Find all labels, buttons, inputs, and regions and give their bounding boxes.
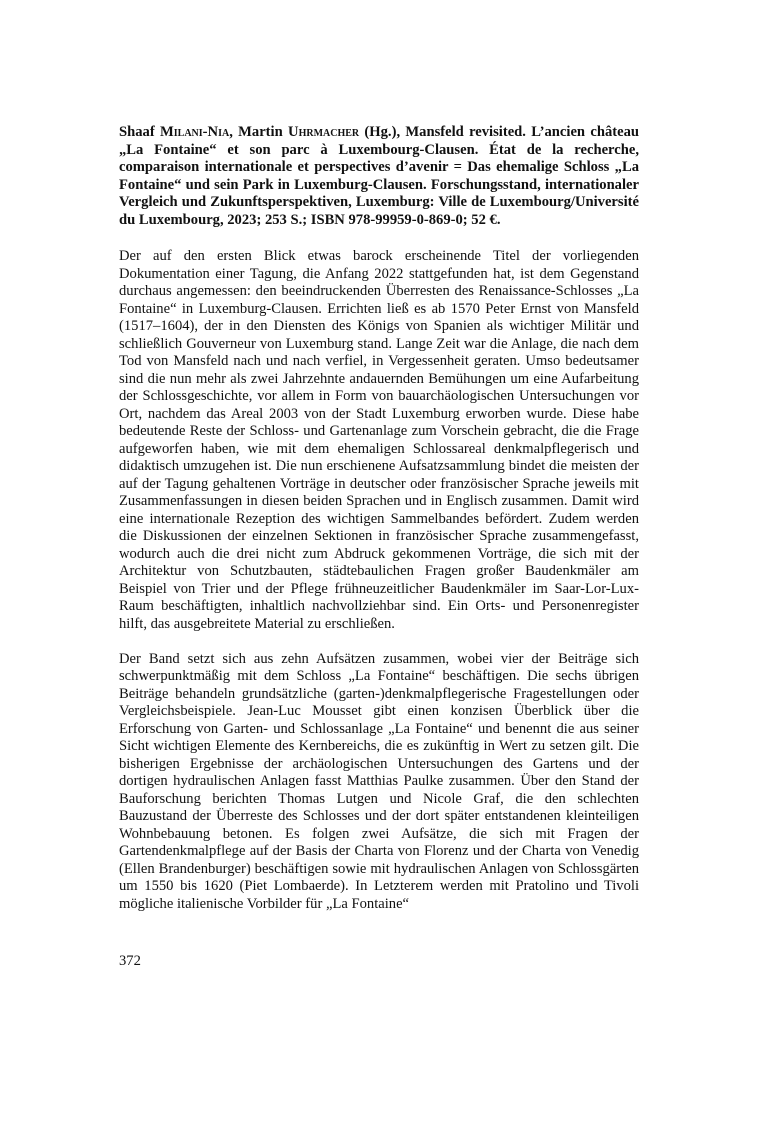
- book-citation: [119, 124, 639, 229]
- body-paragraph-2: Der Band setzt sich aus zehn Aufsätzen zusammen, wobei vier der Beiträge sich schwerpunktmäßig mit dem Schloss „La Fontaine“ beschäftigen. Die sechs übrigen Beiträge behandeln grundsätzliche (garten-)denkmalpflegerische Fragestellungen oder Vergleichsbeispiele. Jean-Luc Mousset gibt einen konzisen Überblick über die Erforschung von Garten- und Schlossanlage „La Fontaine“ und benennt die aus seiner Sicht wichtigen Elemente des Kernbereichs, die es zukünftig in Wert zu setzen gilt. Die bisherigen Ergebnisse der archäologischen Untersuchungen des Gartens und der dortigen hydraulischen Anlagen fasst Matthias Paulke zusammen. Über den Stand der Bauforschung berichten Thomas Lutgen und Nicole Graf, die den schlechten Bauzustand der Überreste des Schlosses und der dort später entstandenen kleinteiligen Wohnbebauung betonen. Es folgen zwei Aufsätze, die sich mit Fragen der Gartendenkmalpflege auf der Basis der Charta von Florenz und der Charta von Venedig (Ellen Brandenburger) beschäftigen sowie mit hydraulischen Anlagen von Schlossgärten um 1550 bis 1620 (Piet Lombaerde). In Letzterem werden mit Pratolino und Tivoli mögliche italienische Vorbilder für „La Fontaine“: [119, 650, 639, 912]
- author1-first-name: Shaaf: [119, 124, 160, 140]
- review-page: [119, 124, 639, 931]
- book-title-and-details: (Hg.), Mansfeld revisited. L’ancien château „La Fontaine“ et son parc à Luxembourg-Clausen. État de la recherche, comparaison internationale et perspectives d’avenir = Das ehemalige Schloss „La Fontaine“ und sein Park in Luxemburg-Clausen. Forschungsstand, internationaler Vergleich und Zukunftsperspektiven, Luxemburg: Ville de Luxembourg/Université du Luxembourg, 2023; 253 S.; ISBN 978-99959-0-869-0; 52 €.: [119, 124, 639, 228]
- author2-last-name: Uhrmacher: [288, 124, 360, 140]
- author1-last-name: Milani-Nia: [160, 124, 230, 140]
- body-paragraph-1: Der auf den ersten Blick etwas barock erscheinende Titel der vorliegenden Dokumentation einer Tagung, die Anfang 2022 stattgefunden hat, ist dem Gegenstand durchaus angemessen: den beeindruckenden Überresten des Renaissance-Schlosses „La Fontaine“ in Luxemburg-Clausen. Errichten ließ es ab 1570 Peter Ernst von Mansfeld (1517–1604), der in den Diensten des Königs von Spanien als wichtiger Militär und schließlich Gouverneur von Luxemburg stand. Lange Zeit war die Anlage, die nach dem Tod von Mansfeld nach und nach verfiel, in Vergessenheit geraten. Umso bedeutsamer sind die nun mehr als zwei Jahrzehnte andauernden Bemühungen um eine Aufarbeitung der Schlossgeschichte, vor allem in Form von bauarchäologischen Untersuchungen vor Ort, nachdem das Areal 2003 von der Stadt Luxemburg erworben wurde. Diese habe bedeutende Reste der Schloss- und Gartenanlage zum Vorschein gebracht, die die Frage aufgeworfen haben, wie mit dem ehemaligen Schlossareal denkmalpflegerisch und didaktisch umzugehen ist. Die nun erschienene Aufsatzsammlung bindet die meisten der auf der Tagung gehaltenen Vorträge in deutscher oder französischer Sprache jeweils mit Zusammenfassungen in diesen beiden Sprachen und in Englisch zusammen. Damit wird eine internationale Rezeption des wichtigen Sammelbandes befördert. Zudem werden die Diskussionen der einzelnen Sektionen in französischer Sprache zusammengefasst, wodurch auch die drei nicht zum Abdruck gekommenen Vorträge, die sich mit der Architektur von Schutzbauten, städtebaulichen Fragen großer Baudenkmäler am Beispiel von Trier und der Pflege frühneuzeitlicher Baudenkmäler im Saar-Lor-Lux-Raum beschäftigten, inhaltlich nachvollziehbar sind. Ein Orts- und Personenregister hilft, das ausgebreitete Material zu erschließen.: [119, 248, 639, 632]
- author-separator: , Martin: [229, 124, 289, 140]
- page-number: 372: [119, 953, 141, 969]
